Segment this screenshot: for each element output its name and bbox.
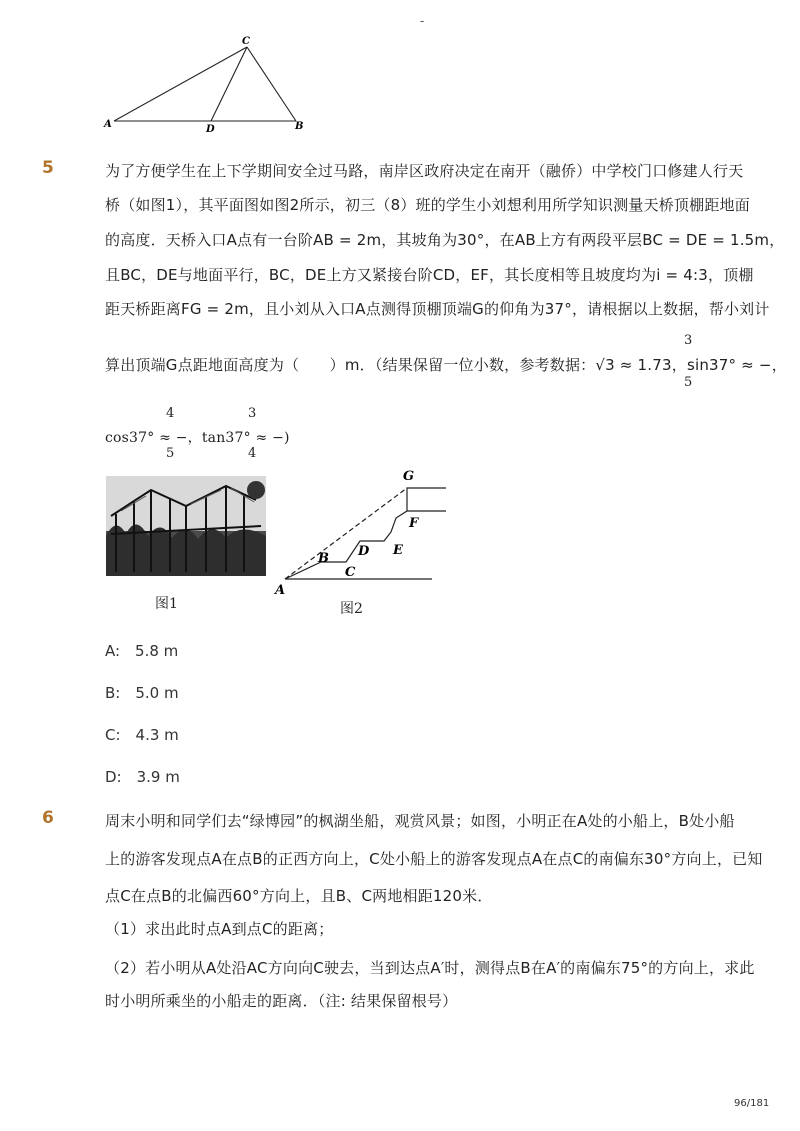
label-c: C	[242, 36, 250, 47]
footbridge-diagram	[270, 466, 450, 596]
tan-denominator: 4	[248, 446, 257, 461]
option-b[interactable]: B: 5.0 m	[105, 684, 179, 702]
q6-text-line: （2）若小明从A处沿AC方向向C驶去，当到达点A′时，测得点B在A′的南偏东75°的方向上，求此	[105, 959, 755, 977]
triangle-figure	[100, 34, 310, 134]
option-c[interactable]: C: 4.3 m	[105, 726, 179, 744]
cos-denominator: 5	[166, 446, 175, 461]
segment-cd	[211, 47, 247, 121]
q5-text-line: 距天桥距离FG = 2m，且小刘从入口A点测得顶棚顶端G的仰角为37°，请根据以上数据，帮小刘计	[105, 300, 770, 318]
q6-text-line: （1）求出此时点A到点C的距离；	[105, 920, 334, 938]
cos-numerator: 4	[166, 406, 175, 421]
page-number: 96/181	[734, 1098, 770, 1109]
label-d: D	[358, 544, 370, 559]
sin-denominator: 5	[684, 375, 693, 390]
q6-text-line: 时小明所乘坐的小船走的距离．（注: 结果保留根号）	[105, 992, 458, 1010]
label-a: A	[275, 583, 286, 596]
q6-text-line: 点C在点B的北偏西60°方向上，且B、C两地相距120米．	[105, 887, 493, 905]
question-number-5: 5	[42, 158, 54, 178]
label-b: B	[318, 551, 329, 566]
q5-text-line: 的高度．天桥入口A点有一台阶AB = 2m，其坡角为30°，在AB上方有两段平层BC = DE = 1.5m，	[105, 231, 785, 249]
segment-ac	[114, 47, 247, 121]
q5-text-line: 桥（如图1），其平面图如图2所示，初三（8）班的学生小刘想利用所学知识测量天桥顶棚距地面	[105, 196, 750, 214]
q5-text-line: 且BC，DE与地面平行，BC，DE上方又紧接台阶CD，EF，其长度相等且坡度均为i = 4:3，顶棚	[105, 266, 754, 284]
tan-numerator: 3	[248, 406, 257, 421]
label-f: F	[409, 516, 419, 531]
label-e: E	[393, 543, 403, 558]
segment-cb	[247, 47, 296, 121]
label-c: C	[345, 565, 356, 580]
q5-text-line: cos37° ≈ −，tan37° ≈ −)	[105, 430, 290, 446]
q5-text-line: 为了方便学生在上下学期间安全过马路，南岸区政府决定在南开（融侨）中学校门口修建人行天	[105, 162, 744, 180]
canopy-outline	[407, 488, 446, 511]
figure2-caption: 图2	[340, 601, 363, 617]
option-a[interactable]: A: 5.8 m	[105, 642, 179, 660]
footbridge-photo	[106, 476, 266, 576]
label-g: G	[403, 469, 415, 484]
figure1-caption: 图1	[155, 596, 178, 612]
option-d[interactable]: D: 3.9 m	[105, 768, 180, 786]
q5-text-line: 算出顶端G点距地面高度为（ ）m．（结果保留一位小数，参考数据：√3 ≈ 1.73，sin37° ≈ −，	[105, 356, 787, 374]
question-number-6: 6	[42, 808, 54, 828]
label-a: A	[104, 119, 112, 130]
label-b: B	[295, 121, 304, 132]
top-mark: -	[420, 14, 425, 28]
label-d: D	[206, 124, 215, 134]
sin-numerator: 3	[684, 333, 693, 348]
q6-text-line: 周末小明和同学们去“绿博园”的枫湖坐船，观赏风景；如图，小明正在A处的小船上，B处小船	[105, 812, 735, 830]
q6-text-line: 上的游客发现点A在点B的正西方向上，C处小船上的游客发现点A在点C的南偏东30°方向上，已知	[105, 850, 763, 868]
